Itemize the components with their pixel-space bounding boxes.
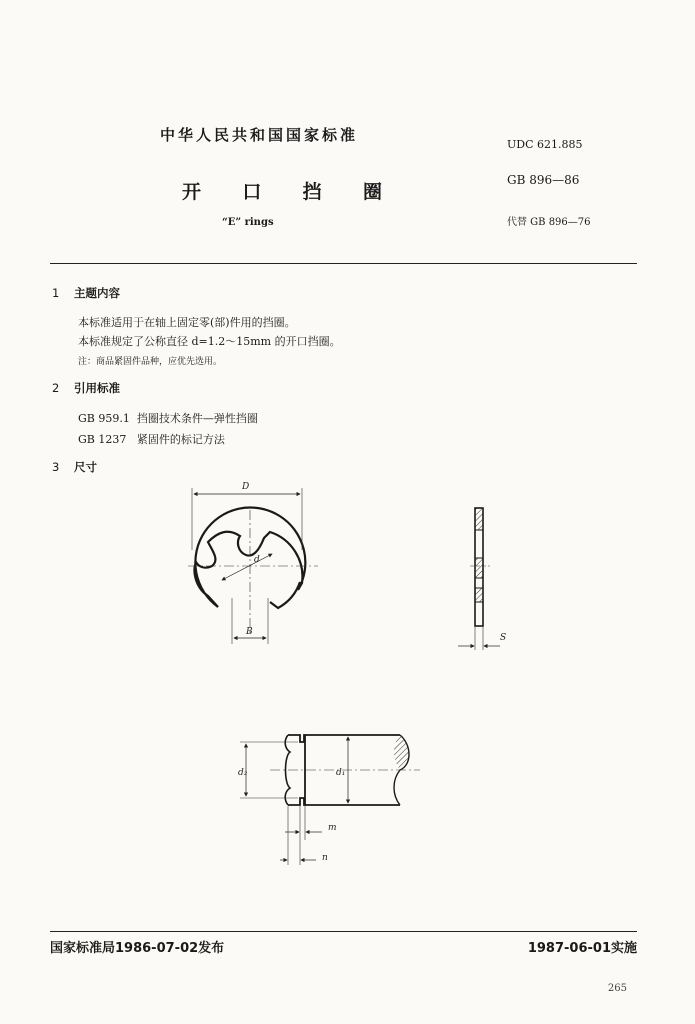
label-n: n bbox=[322, 853, 328, 863]
effective-date: 1987-06-01实施 bbox=[527, 941, 637, 956]
gb-code: GB 896—86 bbox=[507, 173, 580, 187]
footer-rule bbox=[50, 931, 637, 932]
section-number: 3 bbox=[52, 460, 60, 474]
note: 注：商品紧固件品种，应优先选用。 bbox=[78, 357, 223, 367]
document-title bbox=[182, 177, 382, 204]
section-heading bbox=[52, 285, 120, 301]
section-number: 2 bbox=[52, 381, 60, 395]
section-title: 主题内容 bbox=[74, 286, 120, 300]
title-char: 挡 bbox=[302, 181, 322, 203]
paragraph: 本标准适用于在轴上固定零(部)件用的挡圈。 bbox=[78, 316, 296, 329]
label-S: S bbox=[500, 633, 507, 643]
label-D: D bbox=[242, 482, 250, 492]
udc-code: UDC 621.885 bbox=[507, 138, 583, 151]
replaces-note: 代替 GB 896—76 bbox=[507, 217, 591, 228]
label-d1: d₁ bbox=[336, 768, 346, 778]
title-char: 口 bbox=[242, 181, 262, 203]
e-ring-side-view bbox=[458, 508, 506, 650]
english-title: “E” rings bbox=[222, 217, 274, 228]
label-B: B bbox=[246, 627, 253, 637]
paragraph: 本标准规定了公称直径 d=1.2～15mm 的开口挡圈。 bbox=[78, 335, 341, 348]
issue-date: 国家标准局1986-07-02发布 bbox=[50, 941, 225, 956]
section-heading bbox=[52, 380, 120, 396]
label-d: d bbox=[254, 555, 260, 565]
title-char: 圈 bbox=[362, 181, 382, 203]
title-char: 开 bbox=[182, 181, 202, 203]
reference-item: GB 1237 紧固件的标记方法 bbox=[78, 433, 225, 446]
section-title: 尺寸 bbox=[74, 460, 97, 474]
e-ring-front-view bbox=[188, 482, 318, 644]
label-m: m bbox=[328, 823, 337, 833]
section-title: 引用标准 bbox=[74, 381, 120, 395]
header-rule bbox=[50, 263, 637, 264]
label-d2: d₂ bbox=[238, 768, 248, 778]
section-number: 1 bbox=[52, 286, 60, 300]
dimension-drawings bbox=[0, 470, 695, 890]
shaft-groove-view bbox=[238, 735, 420, 865]
reference-item: GB 959.1 挡圈技术条件—弹性挡圈 bbox=[78, 412, 258, 425]
page-number: 265 bbox=[607, 983, 627, 994]
standard-org-title: 中华人民共和国国家标准 bbox=[160, 126, 359, 144]
